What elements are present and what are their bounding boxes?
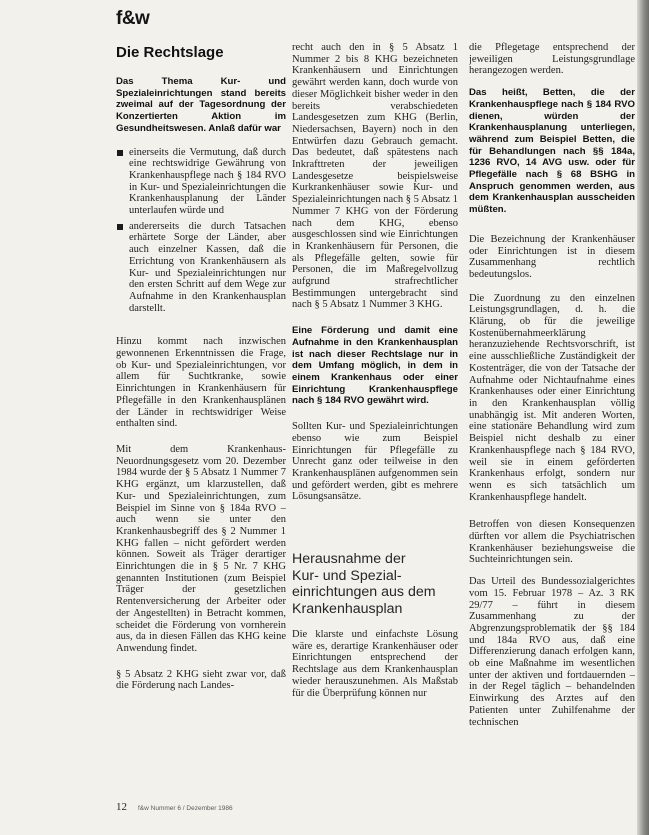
bullet-item — [116, 221, 286, 315]
bullet-text: einerseits die Vermutung, daß durch eine rechtswidrige Gewährung von Krankenhauspflege nach § 184 RVO in Kur- und Spezialeinrichtungen die Krankenhausplanung der Länder unterlaufen würde und — [129, 146, 286, 217]
body-paragraph: Die Zuordnung zu den einzelnen Leistungsgrundlagen, d. h. die Klärung, ob für die jeweilige Kostenübernahmeerklärung heranzuziehende Rechtsvorschrift, ist eine ausschließliche Zuständigkeit der Kostenträger, die von der Tatsache der Aufnahme oder Nichtaufnahme eines Krankenhauses oder einer Einrichtung in den Krankenhausplan völlig unabhängig ist. Mit anderen Worten, eine stationäre Behandlung wird zum Beispiel nicht deshalb zu einer Krankenhauspflege nach § 184 RVO, weil sie in einem geförderten Krankenhaus erfolgt, sondern nur wenn es sich tatsächlich um Krankenhauspflege handelt. — [469, 292, 635, 503]
bullet-marker — [117, 224, 123, 230]
body-paragraph: Betroffen von diesen Konsequenzen dürften vor allem die Psychiatrischen Krankenhäuser beziehungsweise die Suchteinrichtungen sein. — [469, 519, 635, 566]
body-paragraph: Das Urteil des Bundessozialgerichtes vom 15. Februar 1978 – Az. 3 RK 29/77 – führt in diesem Zusammenhang zu der Abgrenzungsproblematik der §§ 184 und 184a RVO aus, daß eine Differenzierung danach erfolgen kann, ob eine Maßnahme im wesentlichen unter der aktiven und fortdauernden – in der Regel täglich – behandelnden Einwirkung des Arztes auf den Patienten unter Zuhilfenahme der technischen — [469, 576, 635, 728]
body-paragraph: recht auch den in § 5 Absatz 1 Nummer 2 bis 8 KHG bezeichneten Krankenhäusern und Einrichtungen gewährt werden kann, doch wurde von dieser Möglichkeit bisher weder in den bereits verabschiedeten Landesgesetzen zum KHG (Berlin, Niedersachsen, Bayern) noch in den Entwürfen dazu Gebrauch gemacht. Das bedeutet, daß spätestens nach Inkrafttreten der jeweiligen Landesgesetze beispielsweise Kurkrankenhäuser sowie Kur- und Spezialeinrichtungen nach § 5 Absatz 1 Nummer 7 KHG von der Förderung nach dem KHG, ebenso ausgeschlossen sind wie Einrichtungen in Krankenhäusern für Personen, die als Pflegefälle gelten, sowie für Personen, die im Maßregelvollzug aufgrund strafrechtlicher Bestimmungen untergebracht sind nach § 5 Absatz 1 Nummer 3 KHG. — [292, 42, 458, 311]
column-2 — [292, 42, 458, 790]
bullet-list — [116, 147, 286, 315]
body-paragraph: Hinzu kommt nach inzwischen gewonnenen Erkenntnissen die Frage, ob Kur- und Spezialeinrichtungen, vor allem für Suchtkranke, sowie Einrichtungen in Krankenhäusern für Pflegefälle in den Krankenhausplänen der Länder in rechtswidriger Weise enthalten sind. — [116, 336, 286, 430]
footer-publication: f&w Nummer 6 / Dezember 1986 — [138, 805, 233, 812]
publication-logo: f&w — [116, 8, 150, 29]
column-1 — [116, 44, 286, 792]
bold-paragraph: Das heißt, Betten, die der Krankenhauspflege nach § 184 RVO dienen, würden der Krankenhausplanung unterliegen, während zum Beispiel Betten, die für Behandlungen nach §§ 184a, 1236 RVO, 14 AVG usw. oder für Pflegefälle nach § 68 BSHG in Anspruch genommen werden, aus dem Krankenhausplan ausscheiden müßten. — [469, 87, 635, 216]
section-heading — [292, 551, 458, 617]
body-paragraph: Die klarste und einfachste Lösung wäre es, derartige Krankenhäuser oder Einrichtungen entsprechend der Rechtslage aus dem Krankenhausplan wieder herauszunehmen. Als Maßstab für die Überprüfung können nur — [292, 629, 458, 699]
section-heading-line: Kur- und Spezial- — [292, 567, 402, 584]
bullet-text: andererseits die durch Tatsachen erhärtete Sorge der Länder, aber auch einzelner Kassen, daß die Errichtung von Krankenhäusern als Kur- und Spezialeinrichtungen nur den ersten Schritt auf dem Wege zur Aufnahme in den Krankenhausplan darstellt. — [129, 220, 286, 314]
section-heading-line: Herausnahme der — [292, 551, 406, 568]
body-paragraph: die Pflegetage entsprechend der jeweiligen Leistungsgrundlage herangezogen werden. — [469, 42, 635, 77]
page-number: 12 — [116, 801, 127, 813]
bullet-item — [116, 147, 286, 217]
body-paragraph: Sollten Kur- und Spezialeinrichtungen ebenso wie zum Beispiel Einrichtungen für Pflegefälle zu Unrecht ganz oder teilweise in den Krankenhausplänen aufgenommen sein und gefördert werden, gibt es mehrere Lösungsansätze. — [292, 421, 458, 503]
intro-paragraph: Das Thema Kur- und Spezialeinrichtungen stand bereits zweimal auf der Tagesordnung der Konzertierten Aktion im Gesundheitswesen. Anlaß dafür war — [116, 76, 286, 134]
bold-paragraph: Eine Förderung und damit eine Aufnahme in den Krankenhausplan ist nach dieser Rechtslage nur in dem Umfang möglich, in dem in einem Krankenhaus oder einer Einrichtung Krankenhauspflege nach § 184 RVO gewährt wird. — [292, 325, 458, 407]
body-paragraph: § 5 Absatz 2 KHG sieht zwar vor, daß die Förderung nach Landes- — [116, 668, 286, 692]
page-edge-shadow — [637, 0, 649, 835]
section-heading-line: Krankenhausplan — [292, 600, 403, 617]
body-paragraph: Die Bezeichnung der Krankenhäuser oder Einrichtungen ist in diesem Zusammenhang rechtlich bedeutungslos. — [469, 233, 635, 280]
bullet-marker — [117, 150, 123, 156]
article-title: Die Rechtslage — [116, 44, 224, 61]
body-paragraph: Mit dem Krankenhaus-Neuordnungsgesetz vom 20. Dezember 1984 wurde der § 5 Absatz 1 Nummer 7 KHG ergänzt, um klarzustellen, daß Kur- und Spezialeinrichtungen, zum Beispiel im Sinne von § 184a RVO – auch wenn sie unter den Krankenhausbegriff des § 2 Nummer 1 KHG fallen – nicht gefördert werden können. Soweit als Träger derartiger Einrichtungen die in § 5 Nr. 7 KHG genannten Institutionen (zum Beispiel Träger der gesetzlichen Rentenversicherung der Arbeiter oder der Angestellten) in Betracht kommen, scheidet die Förderung von vornherein aus, da in diesen Fällen das KHG keine Anwendung findet. — [116, 443, 286, 654]
column-3 — [469, 42, 635, 790]
section-heading-line: einrichtungen aus dem — [292, 584, 436, 601]
